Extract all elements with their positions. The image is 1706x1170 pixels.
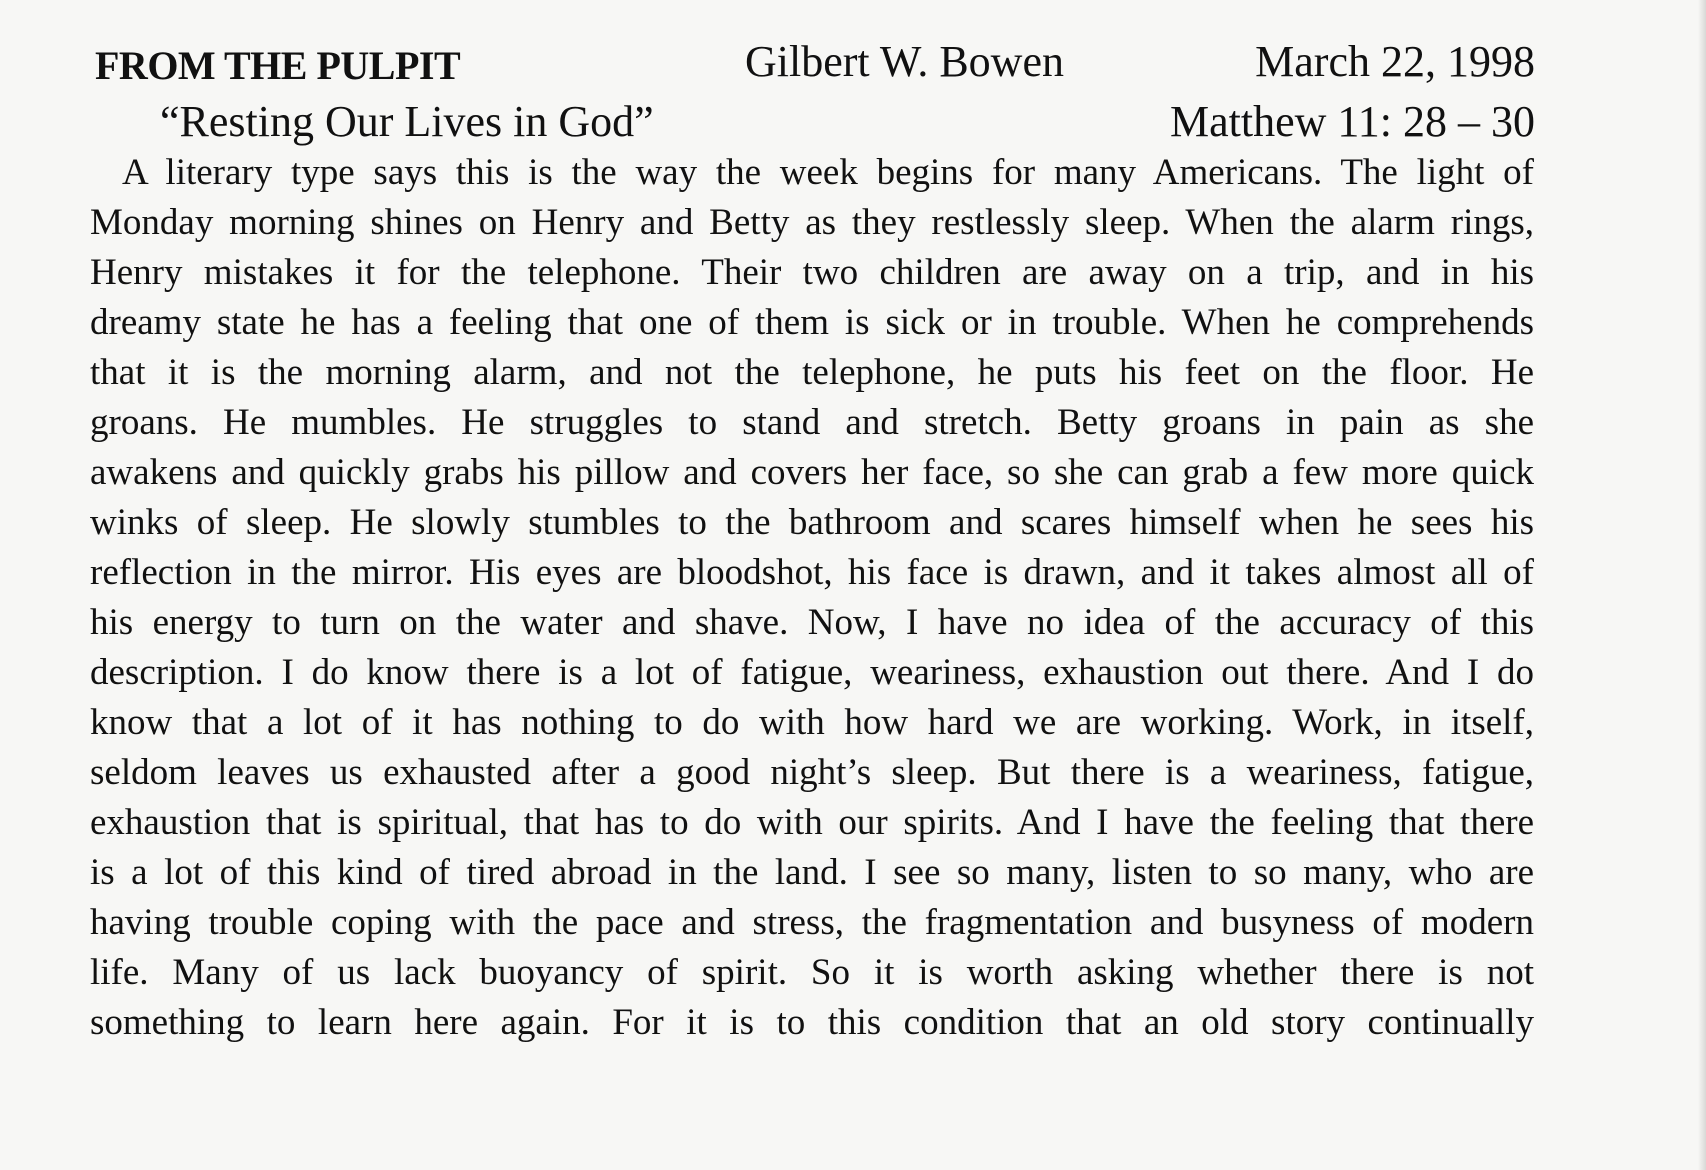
subheader bbox=[95, 96, 1535, 152]
sermon-body bbox=[90, 148, 1534, 1048]
scripture-reference: Matthew 11: 28 – 30 bbox=[1170, 97, 1535, 146]
body-line: Monday morning shines on Henry and Betty as they restlessly sleep. When the alarm rings, bbox=[90, 202, 1534, 243]
page-edge-shadow bbox=[1698, 0, 1706, 1170]
body-line: dreamy state he has a feeling that one of them is sick or in trouble. When he comprehends bbox=[90, 302, 1534, 343]
sermon-date: March 22, 1998 bbox=[1255, 37, 1535, 86]
body-line: know that a lot of it has nothing to do with how hard we are working. Work, in itself, bbox=[90, 702, 1534, 743]
body-line: exhaustion that is spiritual, that has to do with our spirits. And I have the feeling that there bbox=[90, 802, 1534, 843]
page-title: FROM THE PULPIT bbox=[95, 43, 461, 88]
body-line: A literary type says this is the way the week begins for many Americans. The light of bbox=[122, 152, 1534, 193]
body-line: life. Many of us lack buoyancy of spirit. So it is worth asking whether there is not bbox=[90, 952, 1534, 993]
body-line: Henry mistakes it for the telephone. Their two children are away on a trip, and in his bbox=[90, 252, 1534, 293]
body-line: having trouble coping with the pace and stress, the fragmentation and busyness of modern bbox=[90, 902, 1534, 943]
body-line: his energy to turn on the water and shave. Now, I have no idea of the accuracy of this bbox=[90, 602, 1534, 643]
body-line: is a lot of this kind of tired abroad in the land. I see so many, listen to so many, who are bbox=[90, 852, 1534, 893]
body-line: reflection in the mirror. His eyes are bloodshot, his face is drawn, and it takes almost all of bbox=[90, 552, 1534, 593]
body-line: seldom leaves us exhausted after a good night’s sleep. But there is a weariness, fatigue, bbox=[90, 752, 1534, 793]
body-line: description. I do know there is a lot of fatigue, weariness, exhaustion out there. And I do bbox=[90, 652, 1534, 693]
sermon-title: “Resting Our Lives in God” bbox=[160, 97, 654, 146]
header bbox=[95, 36, 1535, 96]
body-line: something to learn here again. For it is to this condition that an old story continually bbox=[90, 1002, 1534, 1043]
body-line: winks of sleep. He slowly stumbles to the bathroom and scares himself when he sees his bbox=[90, 502, 1534, 543]
body-line: groans. He mumbles. He struggles to stand and stretch. Betty groans in pain as she bbox=[90, 402, 1534, 443]
author-name: Gilbert W. Bowen bbox=[745, 37, 1064, 86]
body-line: that it is the morning alarm, and not the telephone, he puts his feet on the floor. He bbox=[90, 352, 1534, 393]
body-line: awakens and quickly grabs his pillow and covers her face, so she can grab a few more quick bbox=[90, 452, 1534, 493]
